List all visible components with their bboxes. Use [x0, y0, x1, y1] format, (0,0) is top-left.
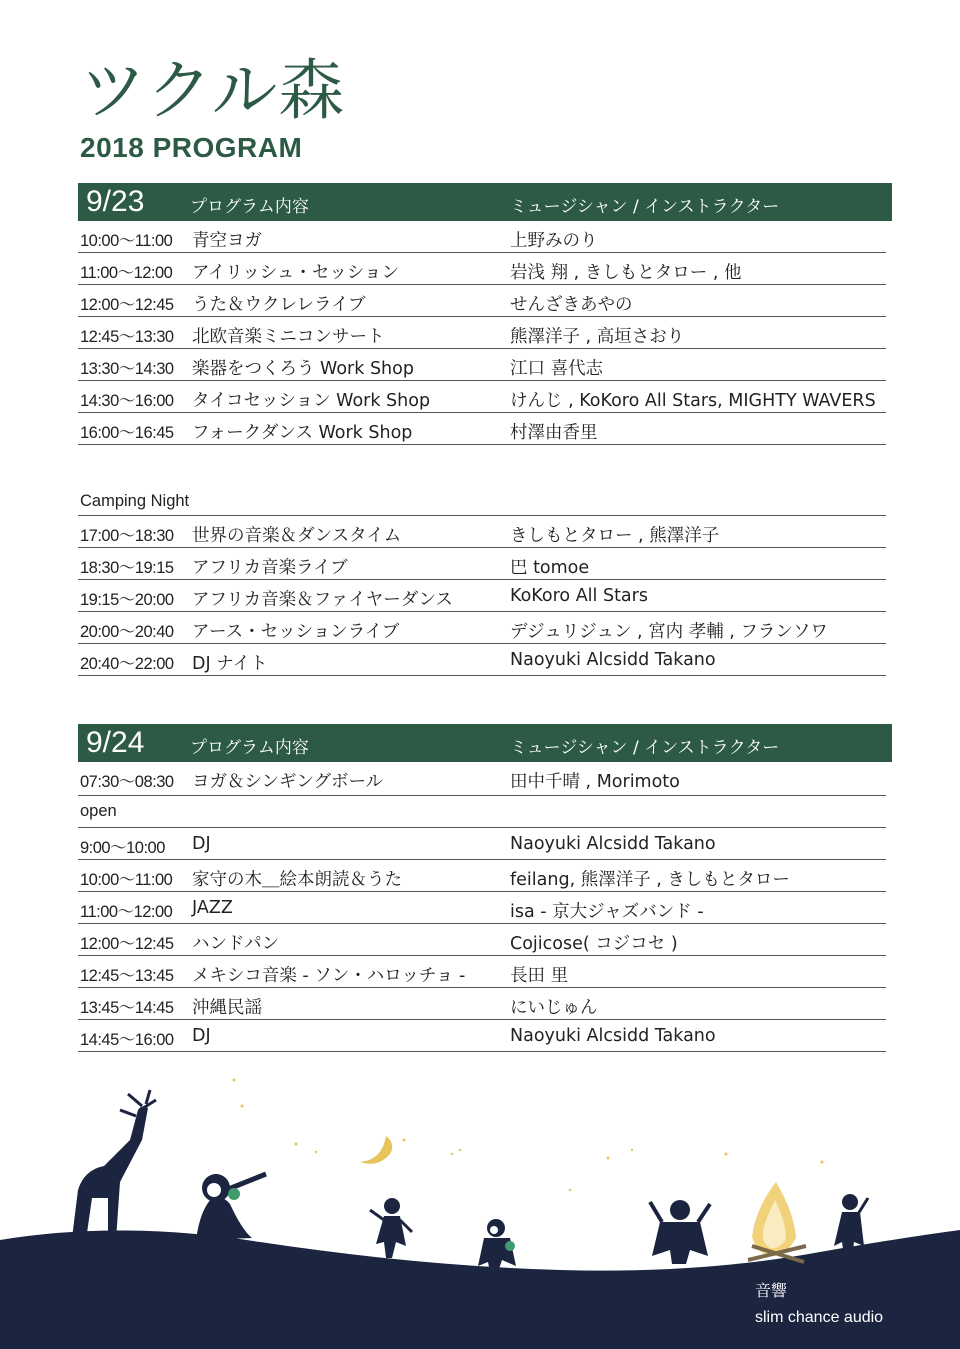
musician-figure — [196, 1174, 266, 1240]
row-program: 楽器をつくろう Work Shop — [192, 359, 414, 379]
row-time: 13:45〜14:45 — [80, 999, 174, 1017]
schedule-day1 — [78, 183, 892, 445]
row-time: 11:00〜12:00 — [80, 264, 173, 282]
row-musician: feilang, 熊澤洋子 , きしもとタロー — [510, 870, 790, 890]
row-musician: isa - 京大ジャズバンド - — [510, 902, 704, 922]
row-musician: 岩浅 翔 , きしもとタロー , 他 — [510, 263, 742, 283]
row-musician: にいじゅん — [510, 998, 598, 1018]
row-musician: 村澤由香里 — [510, 423, 598, 443]
row-musician: せんざきあやの — [510, 295, 633, 315]
day1-date: 9/23 — [86, 185, 145, 218]
row-musician: Naoyuki Alcsidd Takano — [510, 1026, 716, 1046]
dancer-figure-3 — [650, 1200, 710, 1264]
row-time: 12:45〜13:45 — [80, 967, 174, 985]
table-row — [78, 349, 886, 381]
row-program: タイコセッション Work Shop — [192, 391, 431, 411]
table-row — [78, 860, 886, 892]
row-time: 10:00〜11:00 — [80, 871, 173, 889]
row-musician: Naoyuki Alcsidd Takano — [510, 834, 716, 854]
row-time: 12:00〜12:45 — [80, 935, 174, 953]
row-musician: 熊澤洋子 , 高垣さおり — [510, 327, 685, 347]
moon-icon — [360, 1136, 392, 1164]
row-time: 14:45〜16:00 — [80, 1031, 174, 1049]
table-row — [78, 516, 886, 548]
row-time: 18:30〜19:15 — [80, 559, 174, 577]
table-row — [78, 253, 886, 285]
schedule-day2 — [78, 724, 892, 1052]
row-time: 12:45〜13:30 — [80, 328, 174, 346]
row-program: DJ — [192, 1026, 211, 1046]
row-musician: Naoyuki Alcsidd Takano — [510, 650, 716, 670]
row-program: フォークダンス Work Shop — [192, 423, 413, 443]
day1-rows — [78, 221, 892, 445]
row-program: アース・セッションライブ — [192, 622, 400, 642]
row-time: 9:00〜10:00 — [80, 839, 165, 857]
night-rows — [78, 516, 892, 676]
row-time: 13:30〜14:30 — [80, 360, 174, 378]
row-program: アフリカ音楽ライブ — [192, 558, 348, 578]
stars — [233, 1079, 824, 1192]
day2-header — [78, 724, 892, 762]
table-row — [78, 924, 886, 956]
row-program: DJ ナイト — [192, 654, 268, 674]
row-program: 沖縄民謡 — [192, 998, 262, 1018]
campfire-icon — [748, 1182, 806, 1262]
table-row — [78, 892, 886, 924]
day2-col-program: プログラム内容 — [190, 738, 309, 758]
row-musician: 長田 里 — [510, 966, 569, 986]
row-program: アフリカ音楽＆ファイヤーダンス — [192, 590, 453, 610]
row-program: 世界の音楽＆ダンスタイム — [192, 526, 402, 546]
day1-col-musician: ミュージシャン / インストラクター — [510, 197, 780, 217]
row-musician: 江口 喜代志 — [510, 359, 604, 379]
table-row — [78, 988, 886, 1020]
row-time: 11:00〜12:00 — [80, 903, 173, 921]
dancer-figure-1 — [370, 1198, 412, 1258]
table-row — [78, 762, 886, 796]
table-row — [78, 644, 886, 676]
hill-silhouette — [0, 1230, 960, 1349]
table-row — [78, 285, 886, 317]
day1-col-program: プログラム内容 — [190, 197, 309, 217]
table-row — [78, 381, 886, 413]
row-time: 20:40〜22:00 — [80, 655, 174, 673]
schedule-night — [78, 486, 892, 676]
row-program: 家守の木＿絵本朗読＆うた — [192, 870, 402, 890]
row-time: 19:15〜20:00 — [80, 591, 174, 609]
day2-date: 9/24 — [86, 726, 145, 759]
table-row — [78, 956, 886, 988]
sound-credit: slim chance audio — [755, 1309, 884, 1326]
day2-rows — [78, 828, 892, 1052]
row-time: 17:00〜18:30 — [80, 527, 174, 545]
night-label: Camping Night — [80, 492, 190, 510]
open-label-row — [78, 796, 886, 828]
page-subtitle: 2018 PROGRAM — [80, 132, 303, 163]
row-time: 14:30〜16:00 — [80, 392, 174, 410]
row-musician: 田中千晴 , Morimoto — [510, 772, 680, 792]
table-row — [78, 548, 886, 580]
row-time: 07:30〜08:30 — [80, 773, 174, 791]
table-row — [78, 828, 886, 860]
row-program: うた＆ウクレレライブ — [192, 295, 366, 315]
page-title: ツクル森 — [80, 52, 346, 129]
table-row — [78, 1020, 886, 1052]
row-program: JAZZ — [192, 898, 233, 918]
table-row — [78, 221, 886, 253]
row-time: 20:00〜20:40 — [80, 623, 174, 641]
row-time: 16:00〜16:45 — [80, 424, 174, 442]
row-time: 10:00〜11:00 — [80, 232, 173, 250]
row-musician: 巴 tomoe — [510, 558, 590, 578]
table-row — [78, 413, 886, 445]
table-row — [78, 317, 886, 349]
row-program: アイリッシュ・セッション — [192, 263, 400, 283]
row-program: DJ — [192, 834, 211, 854]
row-musician: けんじ , KoKoro All Stars, MIGHTY WAVERS — [510, 391, 876, 411]
row-program: ハンドパン — [192, 934, 280, 954]
row-musician: デジュリジュン , 宮内 孝輔 , フランソワ — [510, 622, 828, 642]
row-musician: 上野みのり — [510, 231, 598, 251]
row-program: 北欧音楽ミニコンサート — [192, 327, 385, 347]
night-label-row — [78, 486, 886, 516]
table-row — [78, 612, 886, 644]
open-label: open — [80, 802, 117, 820]
row-program: 青空ヨガ — [192, 231, 262, 251]
day2-col-musician: ミュージシャン / インストラクター — [510, 738, 780, 758]
row-musician: Cojicose( コジコセ ) — [510, 934, 678, 954]
deer-figure — [72, 1090, 156, 1240]
row-program: ヨガ＆シンギングボール — [192, 772, 384, 792]
row-musician: きしもとタロー , 熊澤洋子 — [510, 526, 720, 546]
sound-label: 音響 — [755, 1281, 788, 1300]
row-program: メキシコ音楽 - ソン・ハロッチョ - — [192, 966, 466, 986]
dancer-figure-2 — [478, 1219, 516, 1272]
row-time: 12:00〜12:45 — [80, 296, 174, 314]
table-row — [78, 580, 886, 612]
night-scene-illustration — [0, 1070, 960, 1349]
row-musician: KoKoro All Stars — [510, 586, 648, 606]
day1-header — [78, 183, 892, 221]
